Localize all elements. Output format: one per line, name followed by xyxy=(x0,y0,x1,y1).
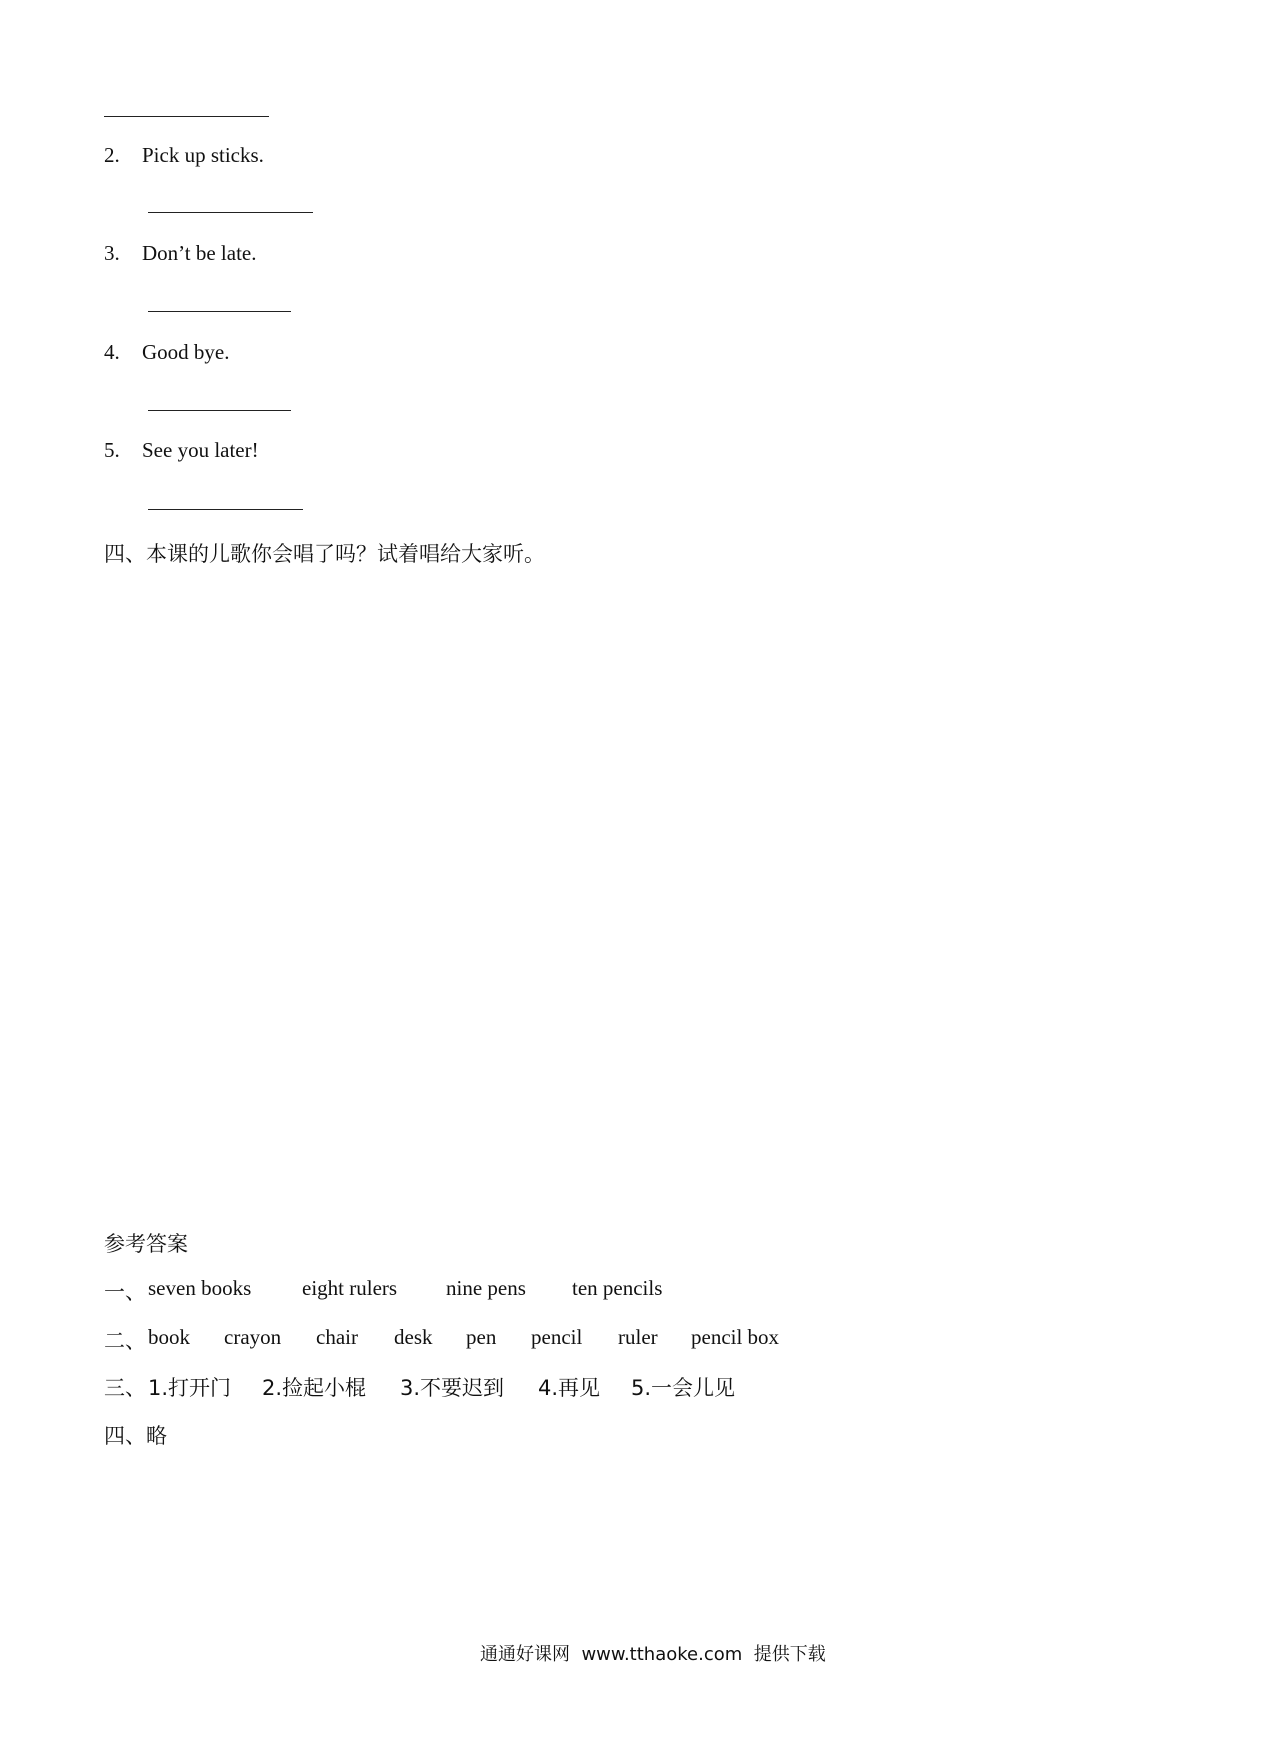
item-number: 5. xyxy=(104,438,120,462)
answer-row-4: 四、略 xyxy=(104,1424,167,1448)
answer-word: 1.打开门 xyxy=(148,1376,232,1400)
answer-blank-4[interactable] xyxy=(148,410,291,411)
answer-word: 4.再见 xyxy=(538,1376,601,1400)
section-4-heading: 四、本课的儿歌你会唱了吗？试着唱给大家听。 xyxy=(104,542,545,566)
answer-word: 2.捡起小棍 xyxy=(262,1376,367,1400)
answer-row-prefix: 二、 xyxy=(104,1329,146,1353)
answer-blank-1[interactable] xyxy=(104,116,269,117)
item-text: See you later! xyxy=(142,438,259,462)
answer-word: pen xyxy=(466,1325,497,1349)
answer-word: pencil box xyxy=(691,1325,780,1349)
answer-word: 5.一会儿见 xyxy=(631,1376,736,1400)
answer-word: chair xyxy=(316,1325,358,1349)
answer-blank-2[interactable] xyxy=(148,212,313,213)
answer-row-prefix: 一、 xyxy=(104,1280,146,1304)
answer-word: eight rulers xyxy=(302,1276,398,1300)
answer-word: ruler xyxy=(618,1325,658,1349)
answer-word: 3.不要迟到 xyxy=(400,1376,505,1400)
item-text: Good bye. xyxy=(142,340,230,364)
item-text: Don’t be late. xyxy=(142,241,257,265)
answer-blank-3[interactable] xyxy=(148,311,291,312)
item-number: 3. xyxy=(104,241,120,265)
item-number: 2. xyxy=(104,143,120,167)
answer-key-title: 参考答案 xyxy=(104,1232,188,1256)
page-footer: 通通好课网 www.tthaoke.com 提供下载 xyxy=(480,1644,826,1665)
answer-word: desk xyxy=(394,1325,433,1349)
answer-word: book xyxy=(148,1325,190,1349)
answer-word: crayon xyxy=(224,1325,282,1349)
answer-word: pencil xyxy=(531,1325,583,1349)
item-number: 4. xyxy=(104,340,120,364)
answer-word: seven books xyxy=(148,1276,252,1300)
answer-blank-5[interactable] xyxy=(148,509,303,510)
answer-row-prefix: 三、 xyxy=(104,1376,146,1400)
answer-word: nine pens xyxy=(446,1276,526,1300)
item-text: Pick up sticks. xyxy=(142,143,264,167)
answer-word: ten pencils xyxy=(572,1276,663,1300)
